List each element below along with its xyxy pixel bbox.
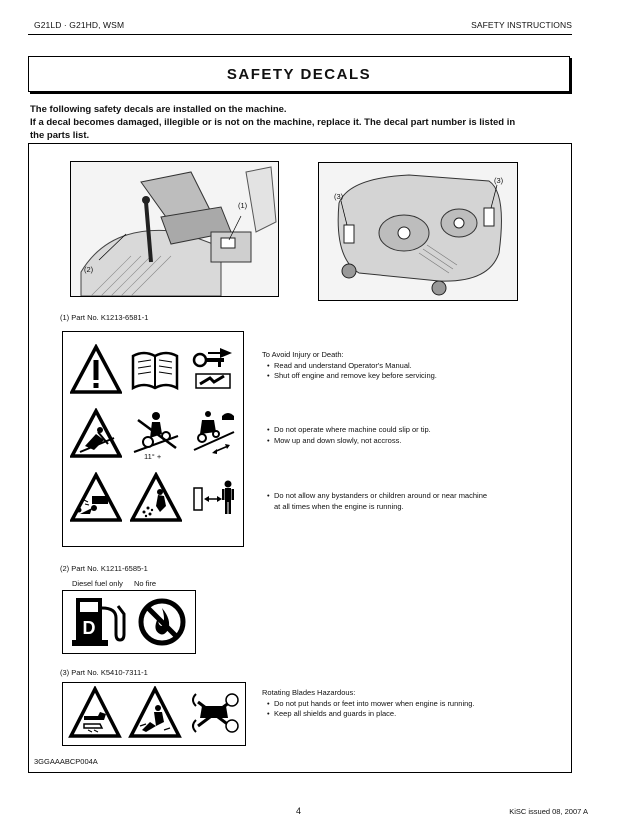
callout-3-right: (3) [494,176,504,185]
decal-1-row-1-text [262,350,542,382]
decal-1-row-3-text [262,491,494,512]
runover-hazard-icon [70,472,122,524]
bullet-no-hands-feet: • Do not put hands or feet into mower when engine is running. [262,699,512,710]
callout-3-left: (3) [334,192,344,201]
intro-line-3: the parts list. [30,130,90,141]
bullet-keep-shields: • Keep all shields and guards in place. [262,709,512,720]
callout-2: (2) [84,265,94,274]
warning-triangle-icon [70,344,122,396]
title-box [28,56,570,92]
decal-1-part-number: (1) Part No. K1213-6581-1 [60,313,149,322]
thrown-objects-icon [130,472,182,524]
page-number: 4 [296,806,302,816]
keep-bystanders-away-icon [190,476,238,520]
bullet-no-slip-tip: • Do not operate where machine could slip or tip. [262,425,542,436]
no-fire-label: No fire [134,579,157,588]
intro-line-1: The following safety decals are installed on the machine. [30,104,287,115]
header-model: G21LD · G21HD, WSM [34,20,125,30]
avoid-injury-heading: To Avoid Injury or Death: [262,350,344,359]
bullet-no-bystanders: • Do not allow any bystanders or children around or near machine at all times when the engine is running. [262,491,494,512]
blade-foot-hazard-icon [128,686,182,740]
operators-manual-icon [130,348,180,392]
no-fire-icon [136,596,188,648]
decal-2-part-number: (2) Part No. K1211-6585-1 [60,564,148,573]
decal-3-text [262,688,512,720]
issued-date: KiSC issued 08, 2007 A [509,807,588,816]
bullet-shut-off-engine: • Shut off engine and remove key before servicing. [262,371,542,382]
diesel-pump-icon [70,594,130,648]
bullet-read-manual: • Read and understand Operator's Manual. [262,361,542,372]
mow-up-down-icon [190,408,238,458]
pump-letter: D [82,618,96,638]
bullet-mow-up-down: • Mow up and down slowly, not accross. [262,436,542,447]
slope-angle-label: 11° + [144,452,162,461]
machine-tip-hazard-icon [70,408,122,460]
intro-text [30,103,570,142]
decal-3-part-number: (3) Part No. K5410-7311-1 [60,668,148,677]
page-title: SAFETY DECALS [226,65,372,83]
diesel-fuel-label: Diesel fuel only [72,579,123,588]
decal-1-row-2-text [262,425,542,446]
header-rule [28,34,572,35]
rotating-blades-heading: Rotating Blades Hazardous: [262,688,356,697]
tractor-seat-illustration [70,161,279,297]
slope-limit-icon [130,408,182,456]
blade-hand-hazard-icon [68,686,122,740]
remove-key-service-icon [190,346,236,394]
figure-reference: 3GGAAABCP004A [34,757,98,766]
mower-deck-drawing [319,163,517,300]
keep-guards-in-place-icon [188,688,240,738]
tractor-seat-drawing [71,162,278,296]
mower-deck-illustration [318,162,518,301]
intro-line-2: If a decal becomes damaged, illegible or is not on the machine, replace it. The decal part number is listed in [30,117,516,128]
header-section: SAFETY INSTRUCTIONS [471,20,572,30]
callout-1: (1) [238,201,248,210]
